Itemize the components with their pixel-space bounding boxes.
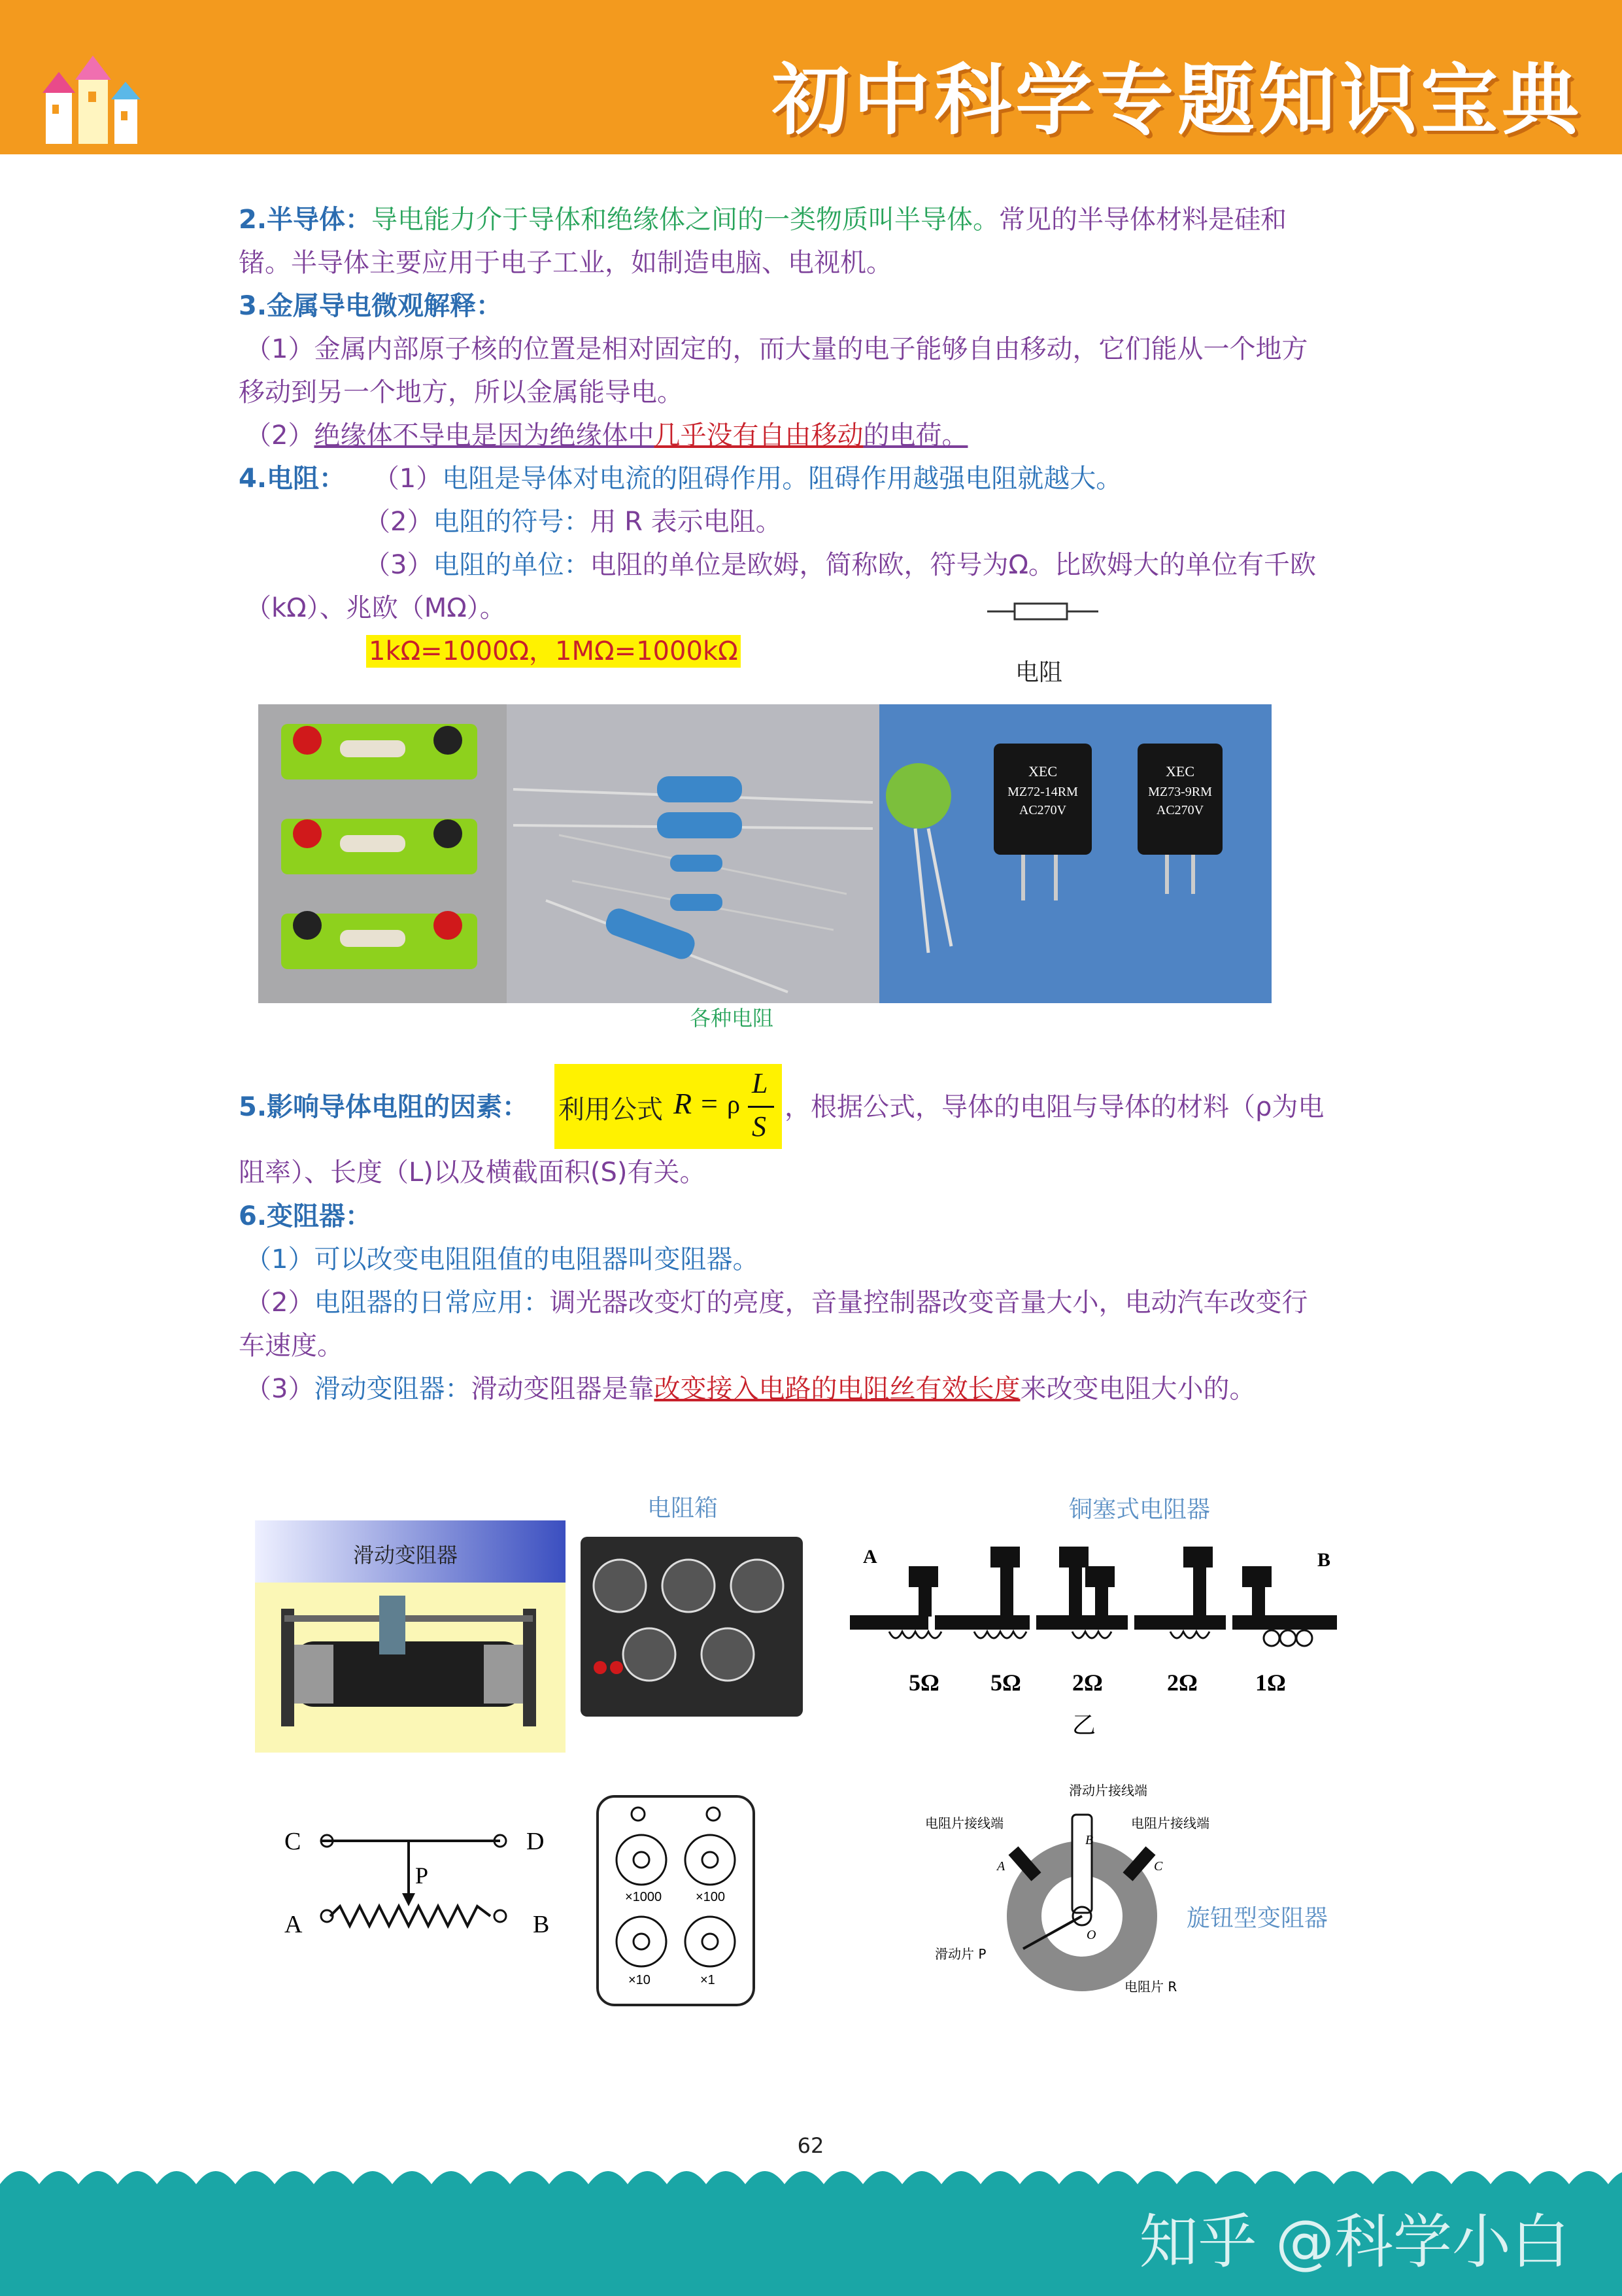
- s4-i2b: 电阻的符号：: [433, 507, 590, 537]
- dial-box-diagram: [596, 1795, 755, 2006]
- resistor-board-photo: [258, 704, 507, 1003]
- xec1-line3: AC270V: [1019, 803, 1067, 817]
- s4-line1: [239, 460, 1122, 497]
- s6-i2b: 电阻器的日常应用：: [314, 1288, 550, 1318]
- board-1: [281, 724, 477, 780]
- xec1-line2: MZ72-14RM: [1007, 785, 1078, 799]
- sliding-rheostat-photo: [255, 1520, 566, 1753]
- rotary-piece-label: 电阻片 R: [1124, 1979, 1177, 1995]
- s6-i3b: 滑动变阻器：: [314, 1374, 471, 1404]
- resistor-symbol: [987, 598, 1098, 625]
- plug-resistor-diagram: [824, 1537, 1366, 1753]
- dial-label-1: ×1: [700, 1973, 715, 1987]
- formula-rho: ρ: [727, 1089, 740, 1119]
- s3-p2b: 绝缘体不导电是因为绝缘体中: [314, 420, 654, 451]
- s2-label: 2.半导体：: [239, 205, 372, 235]
- rotary-O: O: [1087, 1928, 1096, 1942]
- s6-i2c: 调光器改变灯的亮度，音量控制器改变音量大小，电动汽车改变行: [549, 1288, 1308, 1318]
- plug-sub-label: 乙: [1072, 1712, 1096, 1739]
- resistance-box-photo: [581, 1537, 803, 1717]
- board-2: [281, 819, 477, 874]
- plug-val-3: 2Ω: [1072, 1670, 1103, 1696]
- s4-line2: [364, 504, 782, 540]
- s4-i2c: 用 R 表示电阻。: [590, 507, 782, 537]
- s2-line2: 锗。半导体主要应用于电子工业，如制造电脑、电视机。: [239, 248, 892, 278]
- resistor-symbol-caption: 电阻: [1015, 659, 1063, 686]
- s4-formula-line: [366, 633, 741, 670]
- page-number: 62: [797, 2133, 824, 2158]
- s4-line3: [364, 547, 1316, 583]
- sliding-rheostat-label: 滑动变阻器: [353, 1543, 458, 1567]
- rheostat-circuit-diagram: [275, 1811, 569, 1949]
- rotary-left-label: 电阻片接线端: [925, 1815, 1004, 1831]
- thermistor-photo: [879, 704, 1272, 1003]
- s6-line2: [245, 1284, 1308, 1321]
- s3-label: 3.金属导电微观解释：: [239, 291, 503, 321]
- circuit-P: P: [415, 1862, 429, 1889]
- board-3: [281, 911, 477, 969]
- s4-i3d: （kΩ）、兆欧（MΩ）。: [245, 593, 506, 623]
- s6-label: 6.变阻器：: [239, 1201, 372, 1231]
- formula-eq: =: [701, 1087, 718, 1120]
- plug-val-5: 1Ω: [1255, 1670, 1286, 1696]
- formula-S: S: [752, 1110, 766, 1142]
- formula-fraction-bar: [748, 1106, 774, 1108]
- s6-i2d: 车速度。: [239, 1331, 343, 1361]
- s6-i1: （1）可以改变电阻阻值的电阻器叫变阻器。: [245, 1244, 759, 1275]
- plug-label-B: B: [1317, 1549, 1331, 1571]
- s6-i3d: 改变接入电路的电阻丝有效长度: [654, 1374, 1021, 1404]
- header-title: 初中科学专题知识宝典: [771, 55, 1583, 145]
- rotary-rheostat-diagram: [915, 1779, 1386, 2008]
- circuit-C: C: [284, 1828, 301, 1855]
- xec1-line1: XEC: [1028, 763, 1057, 780]
- rotary-A: A: [997, 1859, 1005, 1874]
- s3-p1a: （1）金属内部原子核的位置是相对固定的，而大量的电子能够自由移动，它们能从一个地方: [245, 334, 1308, 364]
- rotary-B: B: [1085, 1833, 1094, 1847]
- s4-label: 4.电阻：: [239, 464, 346, 494]
- s2-rest1: 常见的半导体材料是硅和: [999, 205, 1287, 235]
- s4-i3b: 电阻的单位：: [433, 550, 590, 580]
- s3-p2d: 的电荷。: [863, 420, 968, 451]
- formula-L: L: [752, 1067, 768, 1099]
- resistance-box-caption: 电阻箱: [647, 1495, 718, 1522]
- s5-line1: [239, 1089, 528, 1125]
- dial-label-100: ×100: [696, 1890, 726, 1904]
- xec2-line1: XEC: [1166, 763, 1194, 780]
- circuit-A: A: [284, 1911, 303, 1938]
- rotary-C: C: [1154, 1859, 1163, 1874]
- s6-line3: [245, 1371, 1255, 1407]
- plug-val-2: 5Ω: [990, 1670, 1021, 1696]
- xec2-line2: MZ73-9RM: [1148, 785, 1212, 799]
- s3-p1b: 移动到另一个地方，所以金属能导电。: [239, 377, 683, 407]
- rotary-right-label: 电阻片接线端: [1131, 1815, 1209, 1831]
- rotary-caption: 旋钮型变阻器: [1187, 1905, 1328, 1932]
- formula-prefix: 利用公式: [558, 1095, 663, 1125]
- s4-i3a: （3）: [364, 550, 433, 580]
- watermark: 知乎 @科学小白: [1139, 2208, 1570, 2276]
- s4-i1a: （1）: [373, 464, 443, 494]
- circuit-B: B: [533, 1911, 550, 1938]
- plug-val-1: 5Ω: [909, 1670, 939, 1696]
- resistance-formula: [554, 1064, 782, 1149]
- blue-resistors-photo: [507, 704, 879, 1003]
- xec2-line3: AC270V: [1156, 803, 1204, 817]
- s2-line1: [239, 201, 1287, 238]
- s3-p2c: 几乎没有自由移动: [654, 420, 864, 451]
- dial-label-1000: ×1000: [625, 1890, 662, 1904]
- circuit-D: D: [526, 1828, 545, 1855]
- s6-i3c: 滑动变阻器是靠: [471, 1374, 654, 1404]
- s5-label: 5.影响导体电阻的因素：: [239, 1092, 529, 1122]
- s6-i3a: （3）: [245, 1374, 314, 1404]
- plug-resistor-caption: 铜塞式电阻器: [1069, 1496, 1211, 1523]
- s4-i1b: 电阻是导体对电流的阻碍作用。阻碍作用越强电阻就越大。: [442, 464, 1123, 494]
- plug-val-4: 2Ω: [1167, 1670, 1198, 1696]
- s5-text1: ，根据公式，导体的电阻与导体的材料（ρ为电: [785, 1092, 1325, 1122]
- s6-i3e: 来改变电阻大小的。: [1020, 1374, 1256, 1404]
- s5-text2: 阻率）、长度（L)以及横截面积(S)有关。: [239, 1157, 706, 1188]
- photos-caption: 各种电阻: [690, 1006, 774, 1031]
- plug-label-A: A: [863, 1546, 877, 1568]
- s4-i2a: （2）: [364, 507, 433, 537]
- rotary-top-label: 滑动片接线端: [1069, 1783, 1147, 1798]
- formula-r: R: [673, 1087, 692, 1120]
- s3-p2a: （2）: [245, 420, 314, 451]
- s3-p2: [245, 417, 968, 454]
- unit-formula: 1kΩ=1000Ω，1MΩ=1000kΩ: [366, 635, 741, 668]
- page-header: [0, 0, 1622, 154]
- s2-def: 导电能力介于导体和绝缘体之间的一类物质叫半导体。: [371, 205, 1000, 235]
- s4-i3c: 电阻的单位是欧姆，简称欧，符号为Ω。比欧姆大的单位有千欧: [590, 550, 1317, 580]
- castle-icon: [33, 52, 150, 150]
- dial-label-10: ×10: [628, 1973, 650, 1987]
- rotary-slider-label: 滑动片 P: [935, 1946, 987, 1962]
- s6-i2a: （2）: [245, 1288, 314, 1318]
